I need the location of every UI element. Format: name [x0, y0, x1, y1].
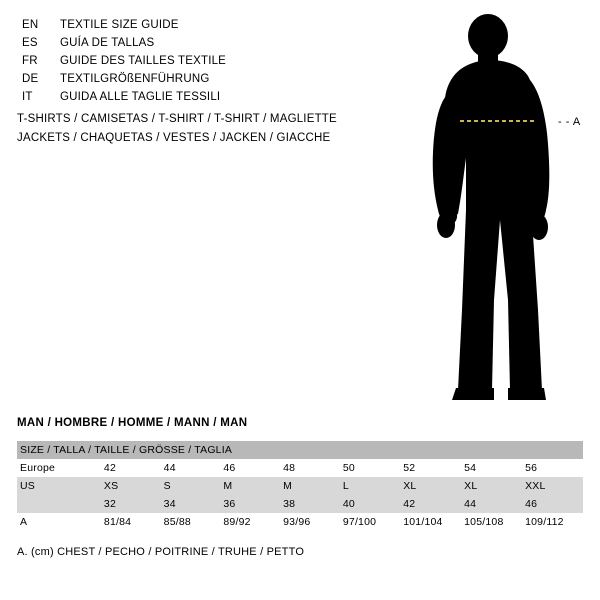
row-label: Europe [17, 459, 101, 477]
language-code: IT [22, 91, 33, 103]
language-code: EN [22, 19, 39, 31]
table-cell: 44 [161, 459, 221, 477]
measure-label-a: - - A [558, 116, 581, 128]
table-cell: 50 [340, 459, 400, 477]
table-cell: 38 [280, 495, 340, 513]
table-cell: XXL [522, 477, 583, 495]
table-cell: 105/108 [461, 513, 522, 531]
table-cell: 48 [280, 459, 340, 477]
language-row [22, 52, 382, 70]
language-code: DE [22, 73, 39, 85]
language-row [22, 34, 382, 52]
language-text: GUÍA DE TALLAS [60, 37, 155, 49]
language-code: FR [22, 55, 38, 67]
table-cell: 40 [340, 495, 400, 513]
footnote: A. (cm) CHEST / PECHO / POITRINE / TRUHE / PETTO [17, 546, 305, 558]
language-row [22, 88, 382, 106]
table-cell: 36 [220, 495, 280, 513]
table-row [17, 459, 583, 477]
table-cell: 93/96 [280, 513, 340, 531]
garment-line-tshirts: T-SHIRTS / CAMISETAS / T-SHIRT / T-SHIRT / MAGLIETTE [17, 113, 337, 125]
language-text: TEXTILGRÖßENFÜHRUNG [60, 73, 210, 85]
table-cell: 52 [400, 459, 461, 477]
table-cell: XL [461, 477, 522, 495]
table-cell: 54 [461, 459, 522, 477]
row-label: US [17, 477, 101, 495]
table-cell: M [280, 477, 340, 495]
table-cell: 42 [101, 459, 161, 477]
table-cell: 89/92 [220, 513, 280, 531]
silhouette-svg [400, 10, 600, 410]
garment-line-jackets: JACKETS / CHAQUETAS / VESTES / JACKEN / GIACCHE [17, 132, 331, 144]
language-text: TEXTILE SIZE GUIDE [60, 19, 179, 31]
male-silhouette-figure [400, 10, 600, 410]
table-cell: 81/84 [101, 513, 161, 531]
table-row [17, 513, 583, 531]
table-title: MAN / HOMBRE / HOMME / MANN / MAN [17, 417, 248, 429]
row-label [17, 495, 101, 513]
table-cell: 44 [461, 495, 522, 513]
table-header-label: SIZE / TALLA / TAILLE / GRÖSSE / TAGLIA [17, 441, 583, 459]
language-list [22, 16, 382, 106]
language-row [22, 16, 382, 34]
table-cell: 46 [220, 459, 280, 477]
table-cell: M [220, 477, 280, 495]
table-cell: 109/112 [522, 513, 583, 531]
table-cell: 46 [522, 495, 583, 513]
garment-type-list [17, 110, 417, 148]
table-cell: XL [400, 477, 461, 495]
language-text: GUIDE DES TAILLES TEXTILE [60, 55, 227, 67]
size-table [17, 441, 583, 531]
table-cell: 34 [161, 495, 221, 513]
table-header-row [17, 441, 583, 459]
language-row [22, 70, 382, 88]
table-row [17, 477, 583, 495]
table-cell: S [161, 477, 221, 495]
table-cell: 32 [101, 495, 161, 513]
language-text: GUIDA ALLE TAGLIE TESSILI [60, 91, 221, 103]
row-label: A [17, 513, 101, 531]
language-code: ES [22, 37, 38, 49]
table-cell: 101/104 [400, 513, 461, 531]
table-cell: 42 [400, 495, 461, 513]
table-cell: XS [101, 477, 161, 495]
table-cell: 85/88 [161, 513, 221, 531]
table-cell: L [340, 477, 400, 495]
table-cell: 56 [522, 459, 583, 477]
table-cell: 97/100 [340, 513, 400, 531]
table-row [17, 495, 583, 513]
